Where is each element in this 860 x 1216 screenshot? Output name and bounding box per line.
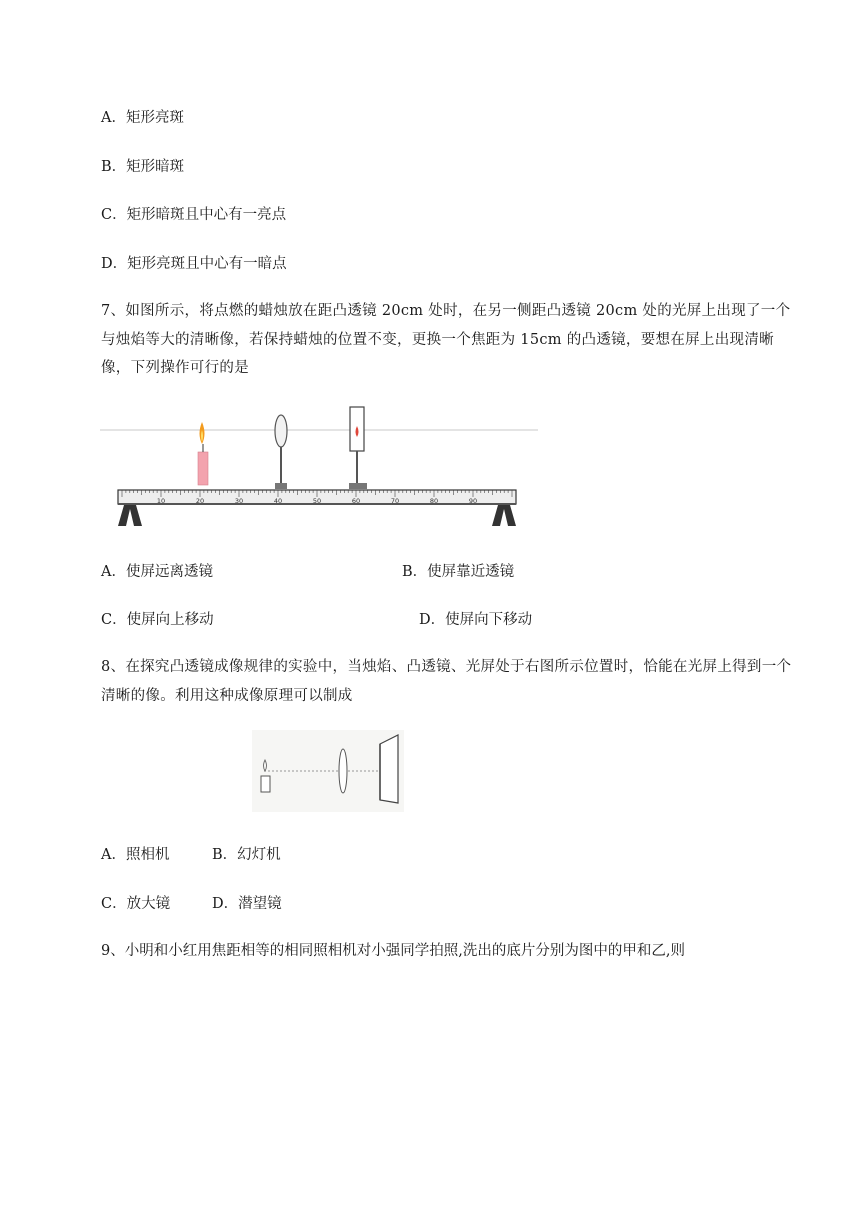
q8-option-b: B．幻灯机 — [212, 847, 281, 863]
q7-option-d: D．使屏向下移动 — [419, 612, 533, 628]
q6-option-c: C．矩形暗斑且中心有一亮点 — [101, 207, 287, 223]
ruler-tick-label: 70 — [390, 497, 400, 505]
candle-icon — [198, 422, 208, 485]
q7-option-a: A．使屏远离透镜 — [101, 564, 213, 580]
q6-option-a: A．矩形亮斑 — [101, 110, 184, 126]
ruler-tick-label: 80 — [429, 497, 439, 505]
ruler-tick-label: 60 — [351, 497, 361, 505]
lens-icon — [339, 749, 347, 793]
q8-stem: 8、在探究凸透镜成像规律的实验中，当烛焰、凸透镜、光屏处于右图所示位置时，恰能在光屏上得到一个清晰的像。利用这种成像原理可以制成 — [101, 659, 792, 704]
q6-option-d: D．矩形亮斑且中心有一暗点 — [101, 256, 287, 272]
screen-icon — [349, 407, 367, 489]
q7-option-c: C．使屏向上移动 — [101, 612, 214, 628]
ruler-tick-label: 10 — [156, 497, 166, 505]
q8-option-d: D．潜望镜 — [212, 896, 282, 912]
q8-option-a: A．照相机 — [101, 847, 170, 863]
q7-stem: 7、如图所示，将点燃的蜡烛放在距凸透镜 20cm 处时，在另一侧距凸透镜 20cm 处的光屏上出现了一个与烛焰等大的清晰像，若保持蜡烛的位置不变，更换一个焦距为 15cm 的凸透镜，要想在屏上出现清晰像，下列操作可行的是 — [101, 303, 791, 376]
bench-leg-right — [492, 505, 516, 526]
q9-stem: 9、小明和小红用焦距相等的相同照相机对小强同学拍照,洗出的底片分别为图中的甲和乙,则 — [101, 943, 685, 959]
q8-option-c: C．放大镜 — [101, 896, 171, 912]
ruler-tick-label: 30 — [234, 497, 244, 505]
lens-icon — [275, 415, 287, 489]
optical-bench-figure — [100, 404, 540, 534]
q7-option-b: B．使屏靠近透镜 — [402, 564, 515, 580]
lens-experiment-figure — [252, 730, 404, 812]
ruler-tick-label: 40 — [273, 497, 283, 505]
q6-option-b: B．矩形暗斑 — [101, 159, 185, 175]
ruler-tick-label: 90 — [468, 497, 478, 505]
bench-leg-left — [118, 505, 142, 526]
ruler-tick-label: 20 — [195, 497, 205, 505]
ruler-tick-label: 50 — [312, 497, 322, 505]
screen-icon — [380, 735, 398, 803]
ruler-bench — [118, 490, 516, 505]
